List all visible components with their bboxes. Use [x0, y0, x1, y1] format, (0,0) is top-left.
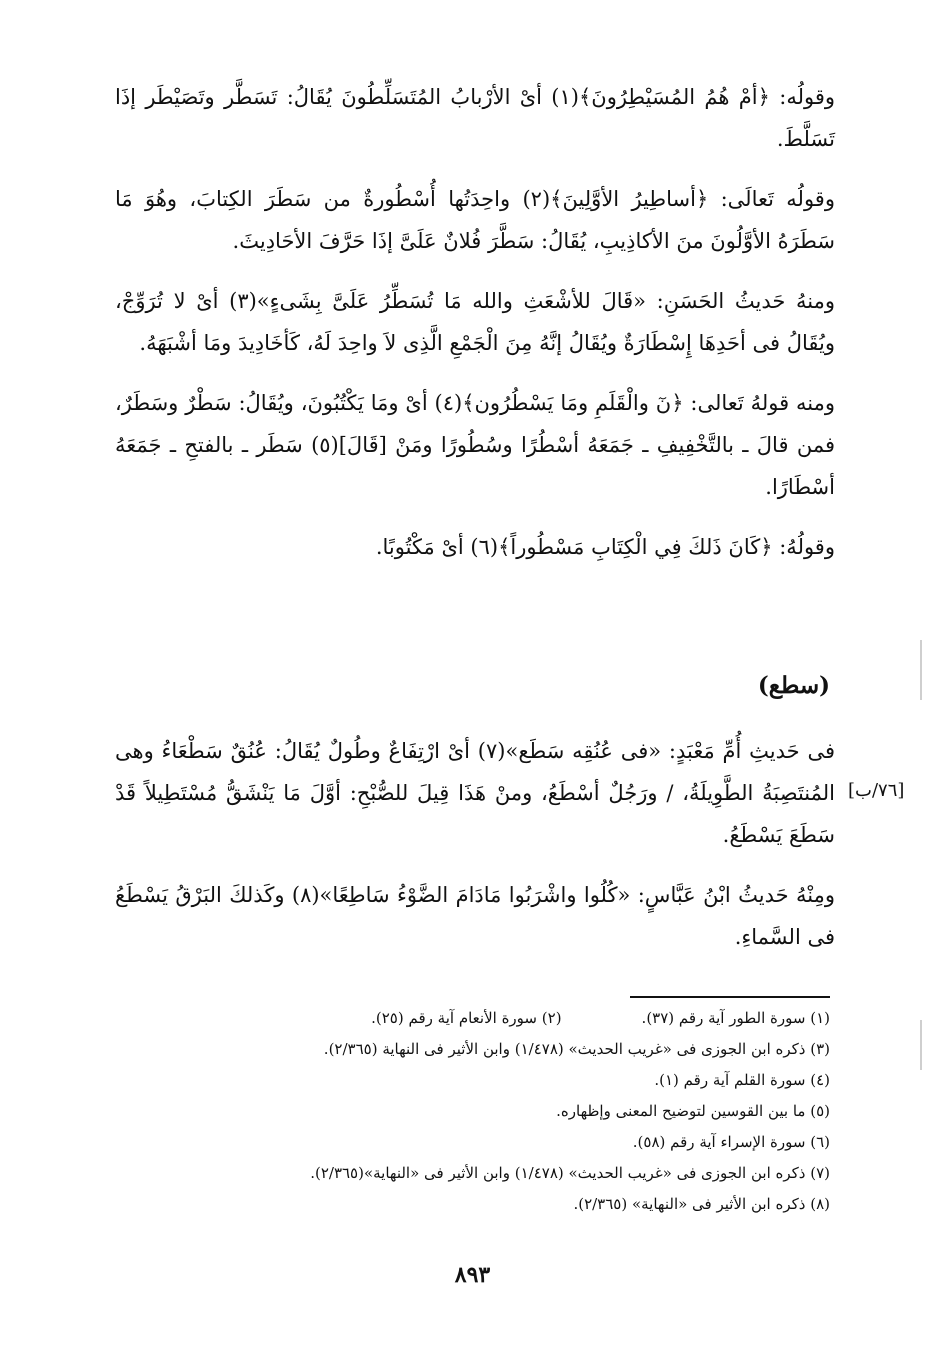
folio-margin-note: [٧٦/ب]	[848, 780, 905, 801]
footnote: (٣) ذكره ابن الجوزى فى «غريب الحديث» (١/٤٧٨) وابن الأثير فى النهاية (٢/٣٦٥).	[323, 1040, 830, 1058]
paragraph: ومنهُ حَديثُ الحَسَنِ: «قَالَ للأشْعَثِ والله مَا تُسَطِّرُ عَلَىَّ بِشَىءٍ»(٣) أىْ لا تُرَوِّجْ، ويُقَالُ فى أحَدِهَا إِسْطَارَةٌ ويُقَالُ إنَّهُ مِنَ الْجَمْعِ الَّذِى لاَ واحِدَ لَهُ، كَأخَادِيدَ ومَا أشْبَهَهُ.	[115, 289, 835, 355]
footnote-divider	[630, 996, 830, 998]
section-heading: (سطع)	[757, 672, 830, 699]
footnote-line	[120, 1003, 830, 1034]
main-text-top	[115, 76, 835, 568]
footnote: (٧) ذكره ابن الجوزى فى «غريب الحديث» (١/٤٧٨) وابن الأثير فى «النهاية»(٢/٣٦٥).	[310, 1164, 830, 1182]
paragraph: وقولُه: ﴿أمْ هُمُ المُسَيْطِرُونَ﴾(١) أىْ الأرْبابُ المُتَسَلِّطُونَ يُقَالُ: تَسَطَّر وتَصَيْطَر إذَا تَسَلَّطَ.	[115, 85, 835, 151]
footnote: (٤) سورة القلم آية رقم (١).	[654, 1071, 830, 1089]
scan-edge-mark	[920, 1020, 922, 1070]
footnote: (٨) ذكره ابن الأثير فى «النهاية» (٢/٣٦٥).	[573, 1195, 830, 1213]
paragraph: فى حَديثِ أُمِّ مَعْبَدٍ: «فى عُنُقِه سَطَع»(٧) أىْ ارْتِفَاعٌ وطُولٌ يُقَالُ: عُنُقٌ سَطْعَاءُ وهى المُنتَصِبَةُ الطَّوِيلَةُ، / ورَجُلٌ أسْطَعُ، ومنْ هَذَا قِيلَ للصُّبْحِ: أوَّلَ مَا يَنْشَقُّ مُسْتَطِيلاً قَدْ سَطَعَ يَسْطَعُ.	[115, 739, 835, 847]
footnotes	[120, 1003, 830, 1220]
footnote: (٢) سورة الأنعام آية رقم (٢٥).	[371, 1009, 562, 1027]
scan-edge-mark	[920, 640, 922, 700]
footnote: (١) سورة الطور آية رقم (٣٧).	[641, 1009, 830, 1027]
page-number: ٨٩٣	[454, 1262, 491, 1288]
paragraph: ومنه قولهُ تَعالى: ﴿نٓ والْقَلَمِ ومَا يَسْطُرُون﴾(٤) أىْ ومَا يَكْتُبُونَ، ويُقَالُ: سَطْرٌ وسَطَرٌ، فمن قالَ ـ بالتَّخْفِيفِ ـ جَمَعَهُ أسْطُرًا وسُطُورًا ومَنْ [قَالَ](٥) سَطَر ـ بالفتحِ ـ جَمَعَهُ أسْطَارًا.	[115, 391, 835, 499]
main-text-bottom	[115, 730, 835, 958]
footnote: (٦) سورة الإسراء آية رقم (٥٨).	[632, 1133, 830, 1151]
paragraph: وقولُه تَعالَى: ﴿أساطِيرُ الأوَّلِينَ﴾(٢) واحِدَتُها أُسْطُورةٌ من سَطَرَ الكِتابَ، وهُوَ مَا سَطَرَهُ الأوَّلُونَ منَ الأكاذِيبِ، يُقَالُ: سَطَّرَ فُلانٌ عَلَىَّ إذَا حَرَّفَ الأحَادِيثَ.	[115, 187, 835, 253]
paragraph: ومِنْهُ حَديثُ ابْنُ عَبَّاسٍ: «كُلُوا واشْرَبُوا مَادَامَ الضَّوْءُ سَاطِعًا»(٨) وكَذلكَ البَرْقُ يَسْطَعُ فى السَّماءِ.	[115, 883, 835, 949]
footnote: (٥) ما بين القوسين لتوضيح المعنى وإظهاره.	[556, 1102, 830, 1120]
paragraph: وقولُهُ: ﴿كَانَ ذَلكَ فِي الْكِتَابِ مَسْطُوراً﴾(٦) أىْ مَكْتُوبًا.	[375, 535, 835, 559]
